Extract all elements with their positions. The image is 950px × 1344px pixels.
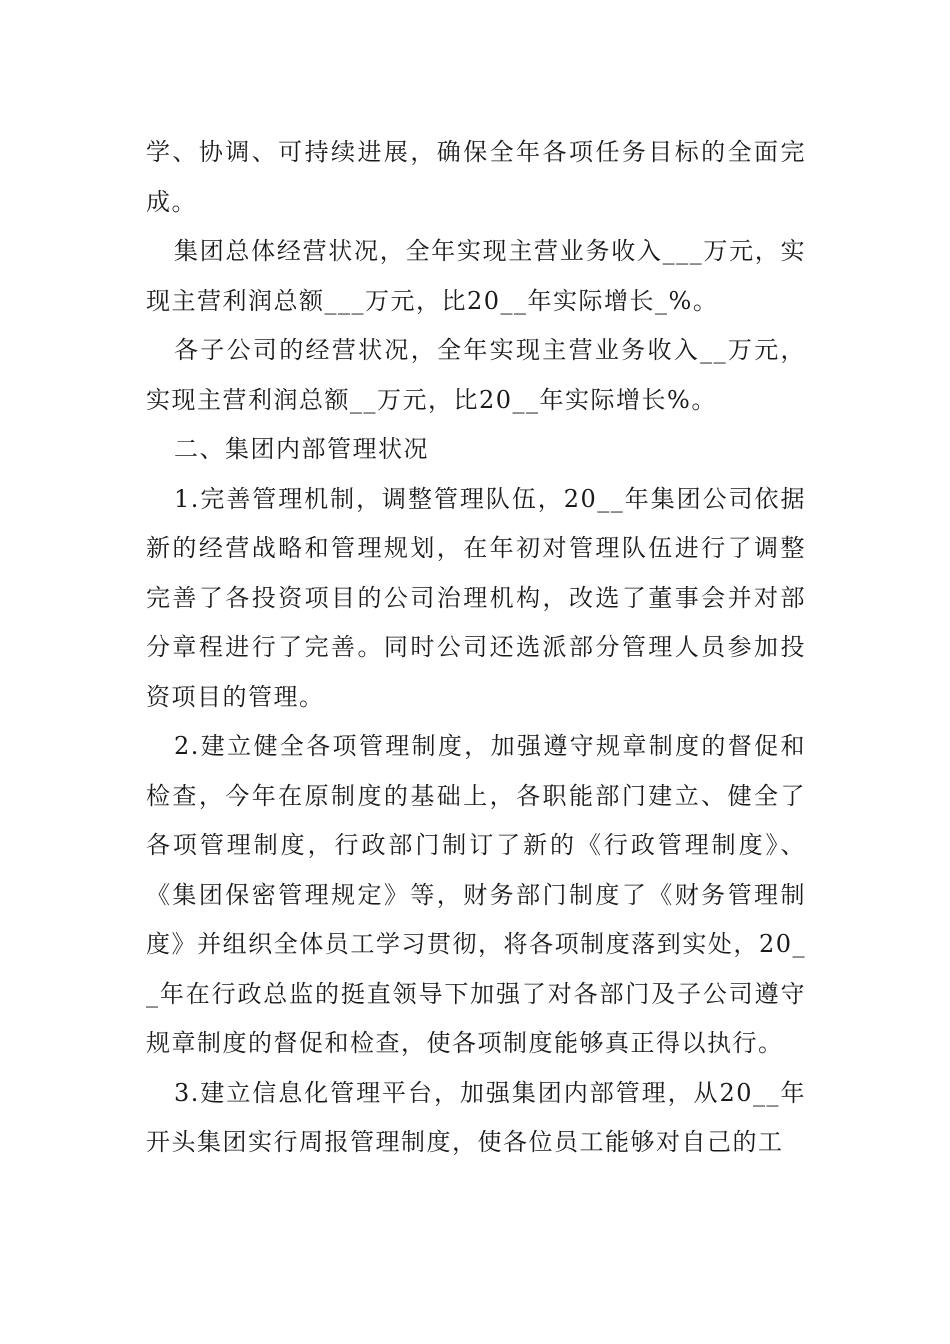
paragraph-item-3: 3.建立信息化管理平台，加强集团内部管理，从20__年开头集团实行周报管理制度，使各位员工能够对自己的工 <box>146 1078 806 1156</box>
section-heading: 二、集团内部管理状况 <box>174 435 429 463</box>
paragraph-3: 各子公司的经营状况，全年实现主营业务收入__万元，实现主营利润总额__万元，比20__年实际增长%。 <box>146 336 806 414</box>
paragraph-1: 学、协调、可持续进展，确保全年各项任务目标的全面完成。 <box>146 138 806 216</box>
paragraph-item-2: 2.建立健全各项管理制度，加强遵守规章制度的督促和检查，今年在原制度的基础上，各职能部门建立、健全了各项管理制度，行政部门制订了新的《行政管理制度》、《集团保密管理规定》等，财务部门制度了《财务管理制度》并组织全体员工学习贯彻，将各项制度落到实处，20__年在行政总监的挺直领导下加强了对各部门及子公司遵守规章制度的督促和检查，使各项制度能够真正得以执行。 <box>146 732 806 1057</box>
paragraph-2: 集团总体经营状况，全年实现主营业务收入___万元，实现主营利润总额___万元，比20__年实际增长_%。 <box>146 237 806 315</box>
paragraph-item-1: 1.完善管理机制，调整管理队伍，20__年集团公司依据新的经营战略和管理规划，在年初对管理队伍进行了调整完善了各投资项目的公司治理机构，改选了董事会并对部分章程进行了完善。同时公司还选派部分管理人员参加投资项目的管理。 <box>146 484 806 711</box>
document-body <box>146 128 806 1168</box>
